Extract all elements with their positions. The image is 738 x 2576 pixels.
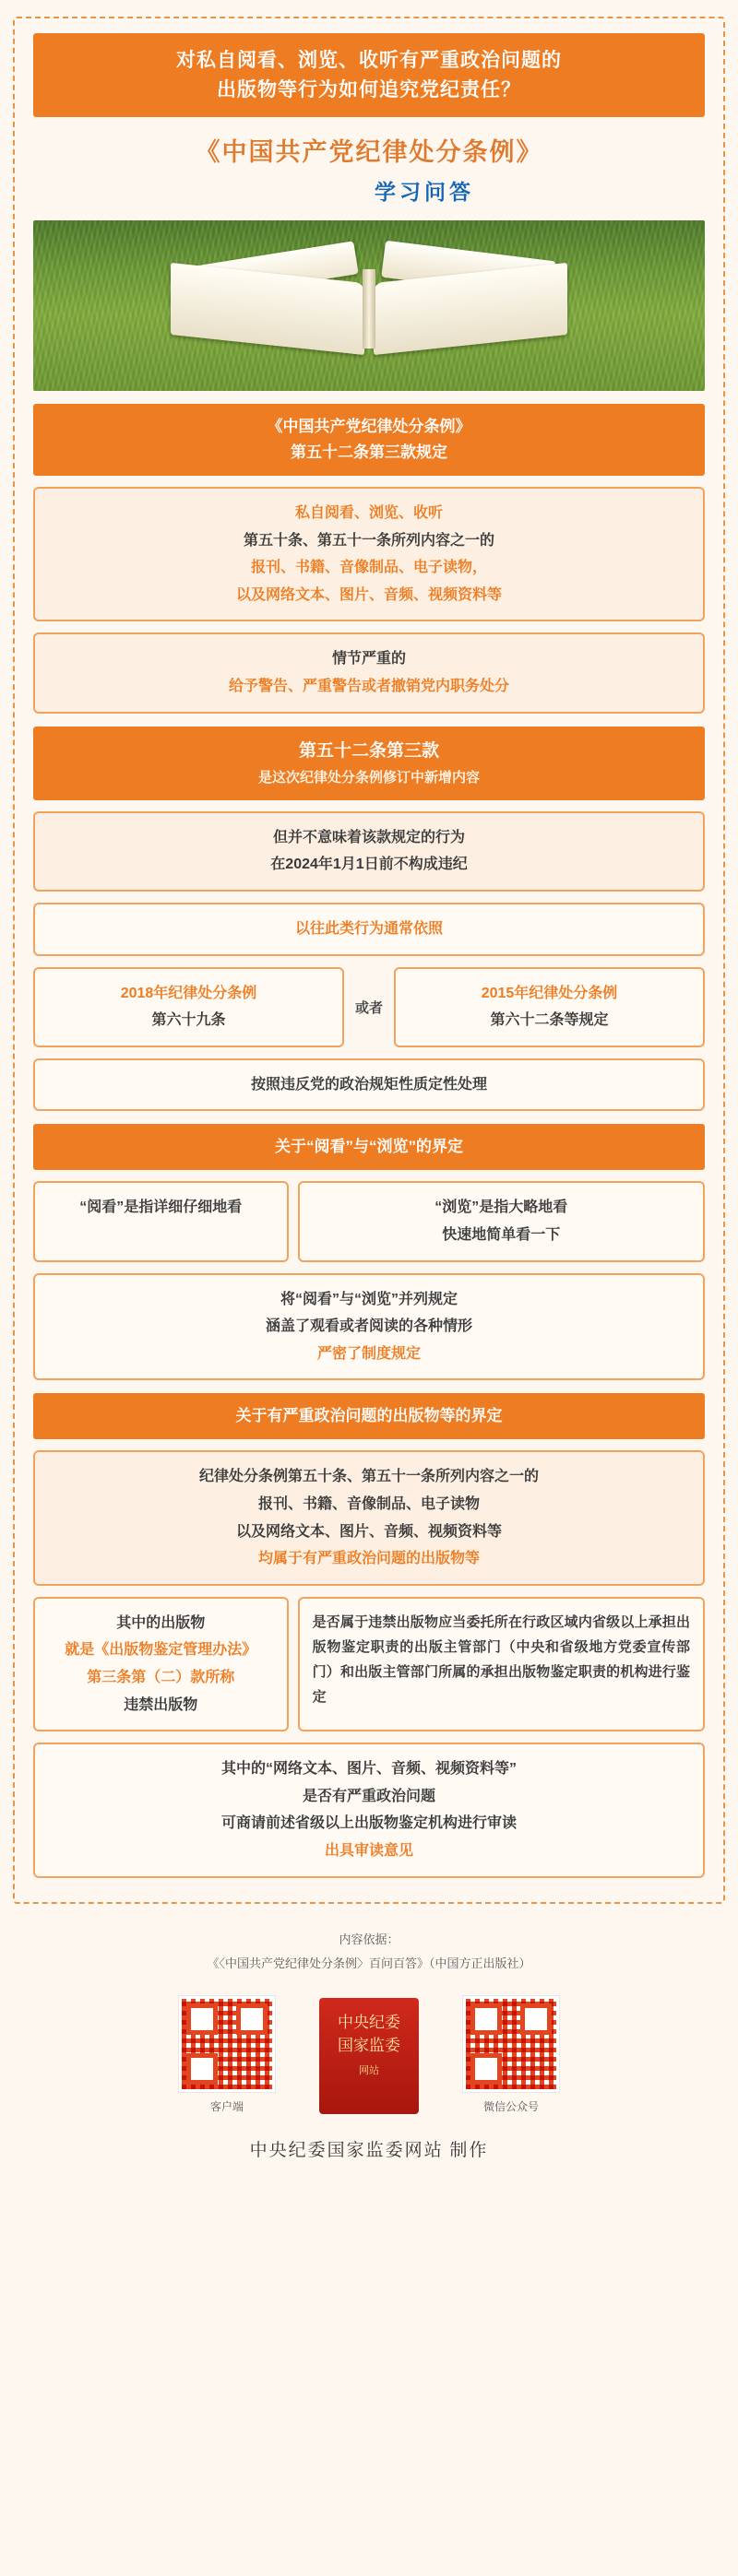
network-content-line2: 是否有严重政治问题 xyxy=(302,1788,435,1804)
qr-wechat-caption: 微信公众号 xyxy=(482,2099,539,2113)
or-divider: 或者 xyxy=(355,999,384,1016)
punishment-card xyxy=(33,632,705,713)
basis-2018-card xyxy=(33,967,344,1047)
regulation-text-line2: 第五十条、第五十一条所列内容之一的 xyxy=(243,532,494,549)
book-illustration xyxy=(171,249,567,369)
definition-row xyxy=(33,1181,705,1261)
publication-scope-line4: 均属于有严重政治问题的出版物等 xyxy=(257,1551,480,1567)
read-definition-text: “阅看”是指详细仔细地看 xyxy=(79,1199,243,1216)
combined-definition-line1: 将“阅看”与“浏览”并列规定 xyxy=(280,1291,458,1307)
appraisal-text: 是否属于违禁出版物应当委托所在行政区域内省级以上承担出版物鉴定职责的出版主管部门（中央和省级地方党委宣传部门）和出版主管部门所属的承担出版物鉴定职责的机构进行鉴定 xyxy=(312,1613,690,1705)
banned-publication-col xyxy=(33,1597,289,1731)
page-title-line1: 对私自阅看、浏览、收听有严重政治问题的 xyxy=(176,50,562,71)
read-definition-card xyxy=(33,1181,289,1261)
political-discipline-text: 按照违反党的政治规矩性质定性处理 xyxy=(250,1076,487,1093)
subtitle-block xyxy=(33,117,705,211)
qr-corner-icon xyxy=(186,2053,218,2085)
publication-scope-card xyxy=(33,1450,705,1585)
qr-row xyxy=(13,1996,725,2114)
qr-app-item[interactable] xyxy=(179,1996,275,2114)
made-by-label: 中央纪委国家监委网站 制作 xyxy=(249,2140,489,2160)
basis-2018-line2: 第六十九条 xyxy=(151,1012,226,1029)
browse-definition-line2: 快速地简单看一下 xyxy=(442,1226,561,1243)
source-block xyxy=(13,1928,725,1976)
series-name: 学习问答 xyxy=(375,180,474,204)
qr-code-app-icon[interactable] xyxy=(179,1996,275,2092)
network-content-card xyxy=(33,1743,705,1877)
basis-options-row xyxy=(33,967,705,1047)
regulation-text-line3: 报刊、书籍、音像制品、电子读物， xyxy=(250,560,487,576)
punishment-line1: 情节严重的 xyxy=(331,651,406,668)
punishment-line2: 给予警告、严重警告或者撤销党内职务处分 xyxy=(228,679,509,695)
publication-detail-row xyxy=(33,1597,705,1731)
combined-definition-card xyxy=(33,1273,705,1381)
qr-wechat-item[interactable] xyxy=(463,1996,559,2114)
read-definition-col xyxy=(33,1181,289,1261)
seal-line1: 中央纪委 xyxy=(338,2013,400,2031)
not-violation-line1: 但并不意味着该款规定的行为 xyxy=(272,829,465,845)
qr-corner-icon xyxy=(470,2053,502,2085)
book-spine xyxy=(363,269,375,349)
not-violation-line2: 在2024年1月1日前不构成违纪 xyxy=(270,857,468,873)
qr-code-wechat-icon[interactable] xyxy=(463,1996,559,2092)
source-text: 《〈中国共产党纪律处分条例〉百问百答》（中国方正出版社） xyxy=(207,1956,531,1970)
open-book-on-grass-photo xyxy=(33,220,705,391)
regulation-text-line1: 私自阅看、浏览、收听 xyxy=(294,505,443,522)
content-frame xyxy=(13,17,725,1904)
regulation-band-line2: 第五十二条第三款规定 xyxy=(291,443,447,462)
new-content-band-line2: 是这次纪律处分条例修订中新增内容 xyxy=(257,770,480,786)
previous-basis-text: 以往此类行为通常依照 xyxy=(294,920,443,937)
regulation-text-line4: 以及网络文本、图片、音频、视频资料等 xyxy=(235,586,502,603)
basis-2015-line2: 第六十二条等规定 xyxy=(490,1012,609,1029)
page-title xyxy=(33,33,705,117)
definition-band xyxy=(33,1124,705,1170)
banned-publication-line3: 第三条第（二）款所称 xyxy=(87,1669,235,1685)
banned-publication-line4: 违禁出版物 xyxy=(124,1696,198,1713)
publication-scope-line1: 纪律处分条例第五十条、第五十一条所列内容之一的 xyxy=(198,1469,539,1485)
network-content-line4: 出具审读意见 xyxy=(324,1842,413,1859)
regulation-band xyxy=(33,404,705,476)
seal-sub: 网站 xyxy=(359,2064,379,2076)
publication-scope-line2: 报刊、书籍、音像制品、电子读物 xyxy=(257,1495,480,1512)
publication-band-text: 关于有严重政治问题的出版物等的界定 xyxy=(235,1407,503,1425)
basis-2018-line1: 2018年纪律处分条例 xyxy=(120,985,257,1001)
banned-publication-line1: 其中的出版物 xyxy=(116,1614,206,1631)
site-seal-logo xyxy=(319,1998,419,2114)
previous-basis-card xyxy=(33,903,705,956)
regulation-band-line1: 《中国共产党纪律处分条例》 xyxy=(267,418,471,435)
source-label: 内容依据： xyxy=(339,1932,399,1946)
browse-definition-col xyxy=(298,1181,705,1261)
regulation-text-card xyxy=(33,487,705,621)
publication-scope-line3: 以及网络文本、图片、音频、视频资料等 xyxy=(235,1523,502,1540)
publication-band xyxy=(33,1393,705,1439)
new-content-band xyxy=(33,727,705,800)
basis-2015-line1: 2015年纪律处分条例 xyxy=(481,985,618,1001)
network-content-line3: 可商请前述省级以上出版物鉴定机构进行审读 xyxy=(220,1815,517,1832)
browse-definition-line1: “浏览”是指大略地看 xyxy=(434,1199,568,1216)
political-discipline-card xyxy=(33,1058,705,1112)
definition-band-text: 关于“阅看”与“浏览”的界定 xyxy=(275,1138,463,1156)
appraisal-card xyxy=(298,1597,705,1731)
combined-definition-line3: 严密了制度规定 xyxy=(316,1345,421,1362)
combined-definition-line2: 涵盖了观看或者阅读的各种情形 xyxy=(265,1318,472,1335)
banned-publication-line2: 就是《出版物鉴定管理办法》 xyxy=(65,1642,257,1659)
basis-2015-card xyxy=(394,967,705,1047)
page-title-line2: 出版物等行为如何追究党纪责任？ xyxy=(217,78,521,100)
banned-publication-card xyxy=(33,1597,289,1731)
appraisal-col xyxy=(298,1597,705,1731)
new-content-band-line1: 第五十二条第三款 xyxy=(298,740,439,761)
regulation-name: 《中国共产党纪律处分条例》 xyxy=(195,138,543,166)
network-content-line1: 其中的“网络文本、图片、音频、视频资料等” xyxy=(220,1761,517,1778)
seal-line2: 国家监委 xyxy=(338,2037,400,2054)
qr-app-caption: 客户端 xyxy=(209,2099,244,2113)
browse-definition-card xyxy=(298,1181,705,1261)
not-violation-card xyxy=(33,811,705,892)
